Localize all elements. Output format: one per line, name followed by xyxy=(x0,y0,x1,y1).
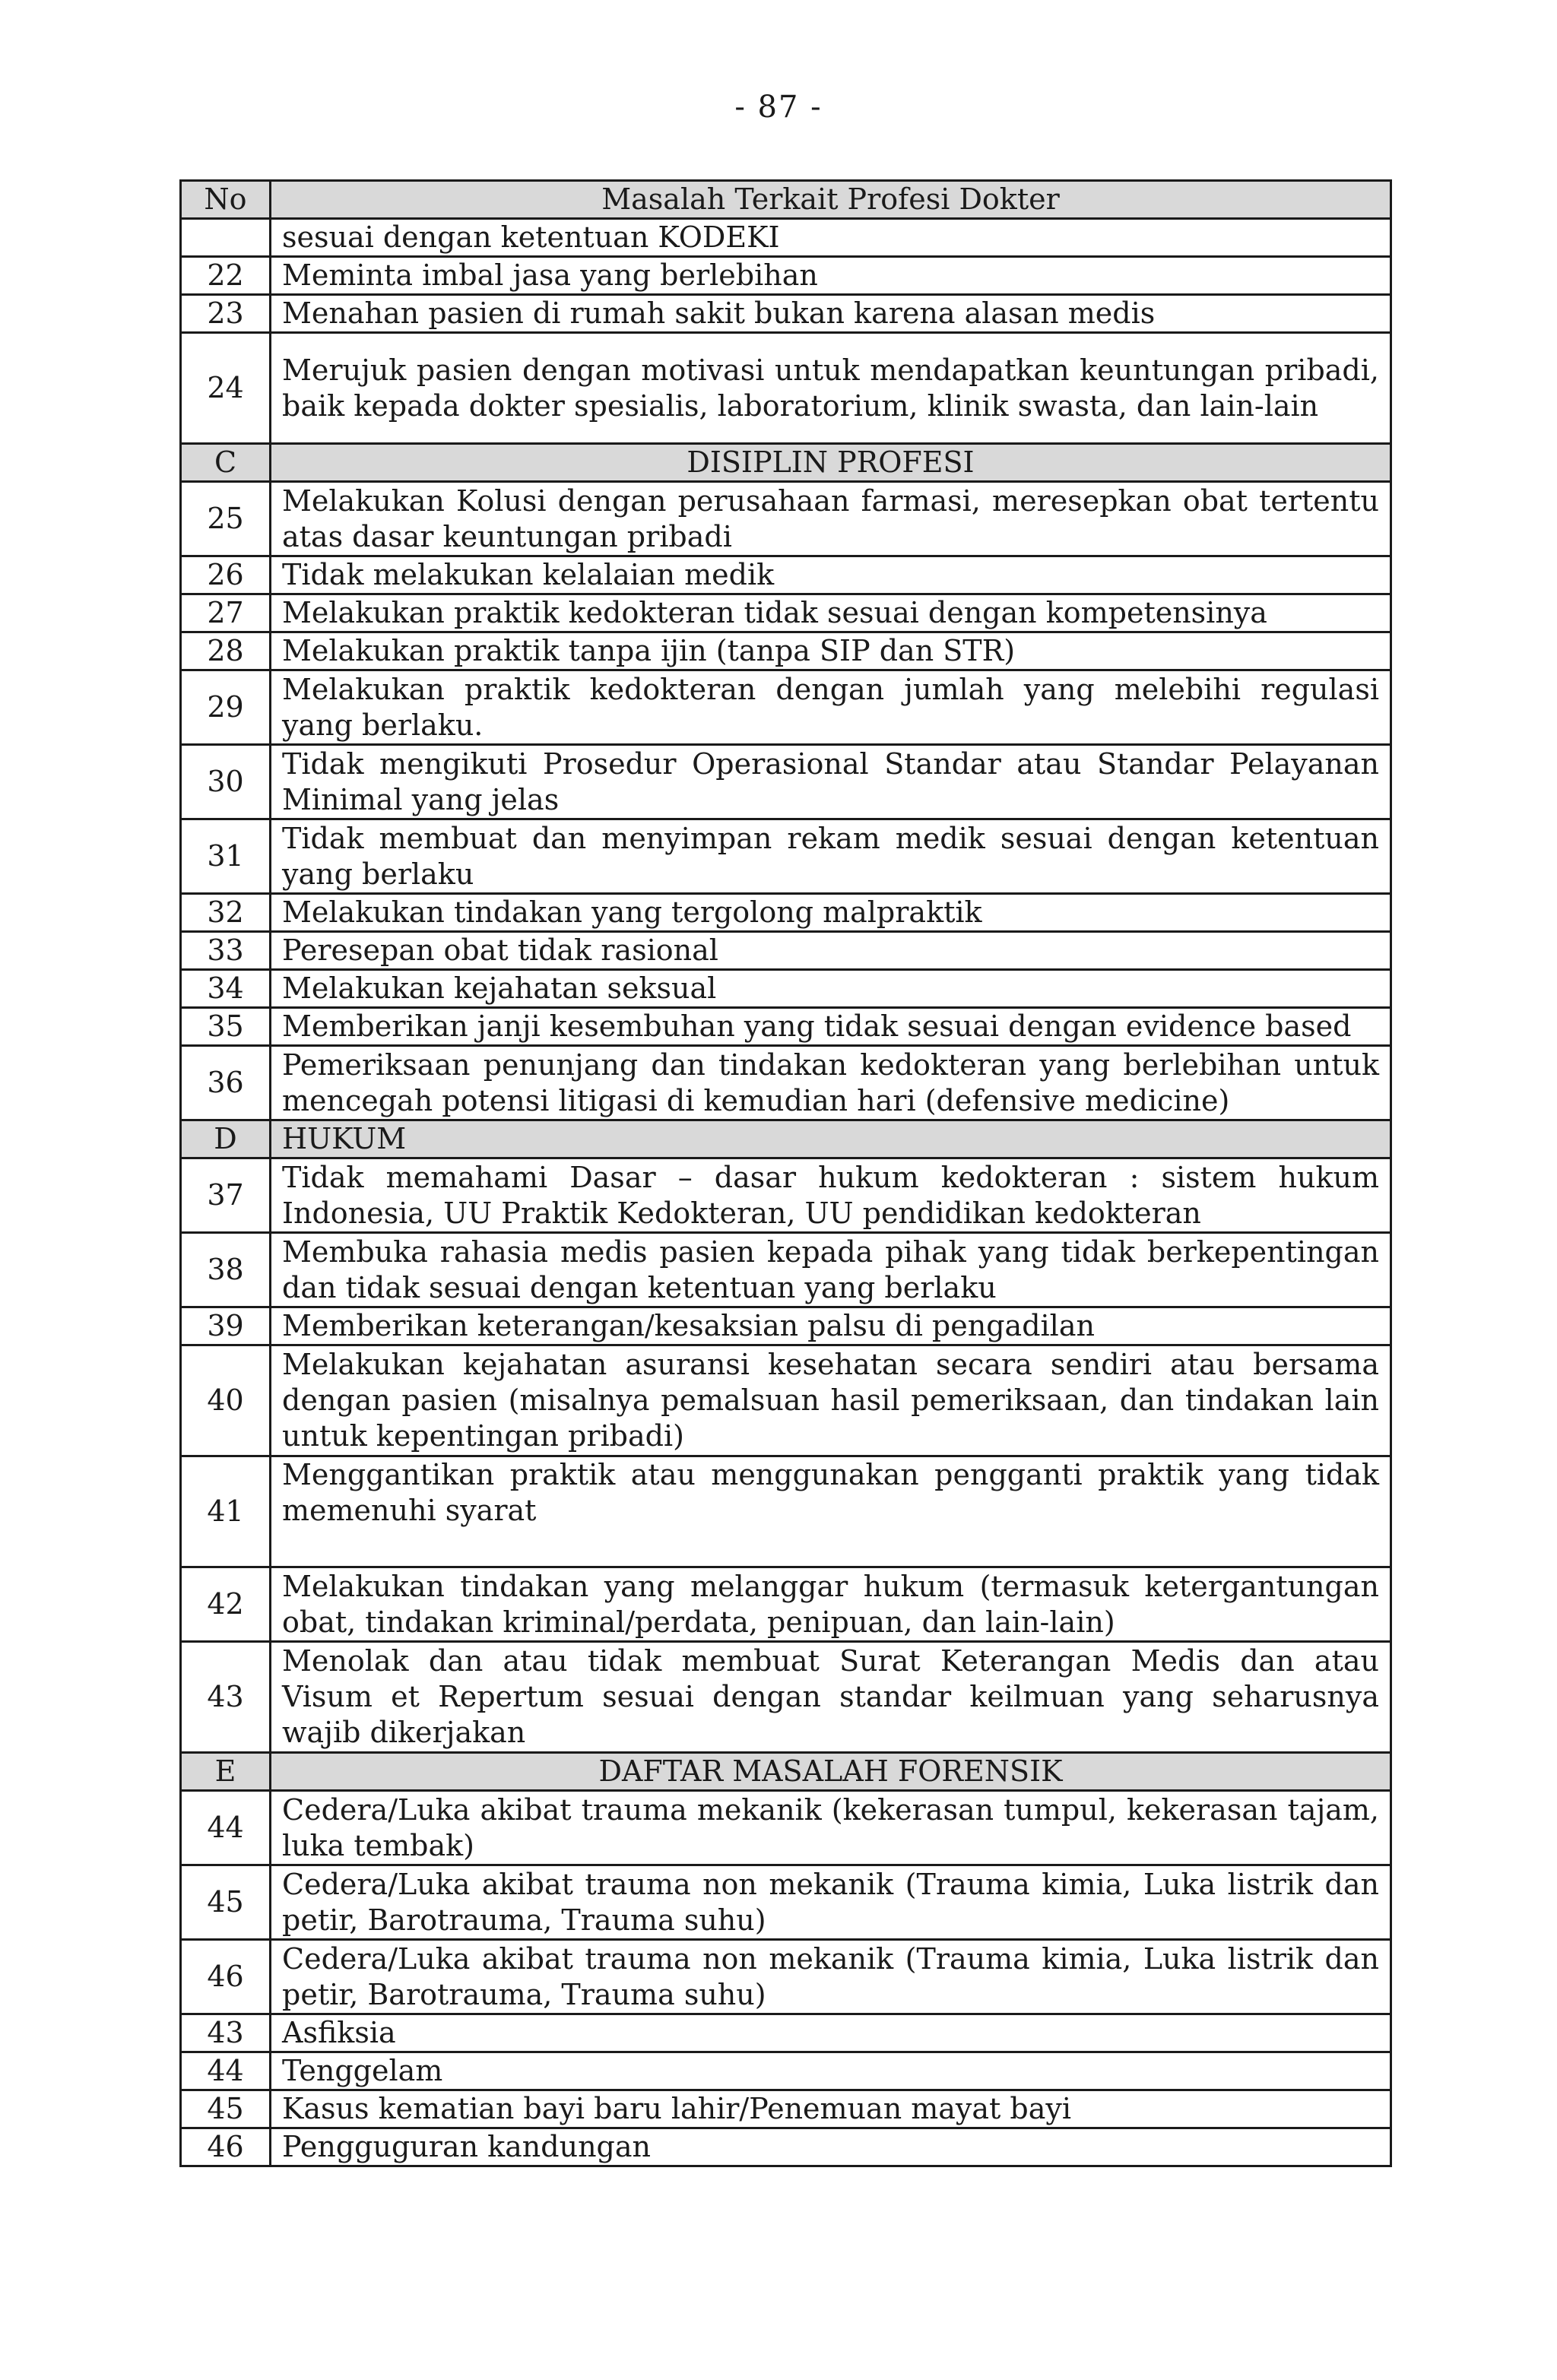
column-header-no: No xyxy=(181,181,271,219)
row-number: 41 xyxy=(181,1456,271,1567)
row-text: Pemeriksaan penunjang dan tindakan kedokteran yang berlebihan untuk mencegah potensi litigasi di kemudian hari (defensive medicine) xyxy=(271,1046,1391,1120)
row-text: Melakukan tindakan yang melanggar hukum (termasuk ketergantungan obat, tindakan kriminal/perdata, penipuan, dan lain-lain) xyxy=(271,1567,1391,1642)
row-number: 30 xyxy=(181,745,271,819)
row-text: Melakukan Kolusi dengan perusahaan farmasi, meresepkan obat tertentu atas dasar keuntungan pribadi xyxy=(271,482,1391,556)
table-row xyxy=(181,970,1391,1008)
section-title: DAFTAR MASALAH FORENSIK xyxy=(271,1753,1391,1791)
row-number: 24 xyxy=(181,333,271,444)
table-row xyxy=(181,1008,1391,1046)
row-number: 33 xyxy=(181,932,271,970)
table-row xyxy=(181,257,1391,295)
section-title: HUKUM xyxy=(271,1120,1391,1158)
row-text: Meminta imbal jasa yang berlebihan xyxy=(271,257,1391,295)
row-text: Melakukan praktik kedokteran tidak sesuai dengan kompetensinya xyxy=(271,594,1391,632)
row-text: Memberikan janji kesembuhan yang tidak sesuai dengan evidence based xyxy=(271,1008,1391,1046)
row-text: sesuai dengan ketentuan KODEKI xyxy=(271,219,1391,257)
row-number: 37 xyxy=(181,1158,271,1233)
row-number: 39 xyxy=(181,1307,271,1345)
row-number: 27 xyxy=(181,594,271,632)
table-row xyxy=(181,295,1391,333)
table-row xyxy=(181,1345,1391,1456)
row-number: 28 xyxy=(181,632,271,670)
table-row xyxy=(181,632,1391,670)
row-text: Cedera/Luka akibat trauma mekanik (kekerasan tumpul, kekerasan tajam, luka tembak) xyxy=(271,1791,1391,1865)
row-text: Tenggelam xyxy=(271,2052,1391,2090)
table-row xyxy=(181,1865,1391,1940)
section-title: DISIPLIN PROFESI xyxy=(271,444,1391,482)
table-row xyxy=(181,1567,1391,1642)
row-text: Melakukan praktik tanpa ijin (tanpa SIP dan STR) xyxy=(271,632,1391,670)
row-text: Merujuk pasien dengan motivasi untuk mendapatkan keuntungan pribadi, baik kepada dokter spesialis, laboratorium, klinik swasta, dan lain-lain xyxy=(271,333,1391,444)
row-number: 44 xyxy=(181,1791,271,1865)
row-number: 35 xyxy=(181,1008,271,1046)
section-code: E xyxy=(181,1753,271,1791)
section-code: D xyxy=(181,1120,271,1158)
row-text: Menolak dan atau tidak membuat Surat Keterangan Medis dan atau Visum et Repertum sesuai dengan standar keilmuan yang seharusnya wajib dikerjakan xyxy=(271,1642,1391,1753)
section-code: C xyxy=(181,444,271,482)
section-row xyxy=(181,444,1391,482)
table-row xyxy=(181,932,1391,970)
row-number: 46 xyxy=(181,1940,271,2014)
table-row xyxy=(181,594,1391,632)
row-number: 26 xyxy=(181,556,271,594)
table-row xyxy=(181,745,1391,819)
table-row xyxy=(181,819,1391,894)
row-number: 46 xyxy=(181,2128,271,2166)
table-row xyxy=(181,894,1391,932)
row-text: Tidak melakukan kelalaian medik xyxy=(271,556,1391,594)
table-row xyxy=(181,1046,1391,1120)
table-row xyxy=(181,2128,1391,2166)
row-text: Pengguguran kandungan xyxy=(271,2128,1391,2166)
table-row xyxy=(181,2052,1391,2090)
problem-table xyxy=(179,179,1392,2167)
table-header-row xyxy=(181,181,1391,219)
row-text: Cedera/Luka akibat trauma non mekanik (Trauma kimia, Luka listrik dan petir, Barotrauma, Trauma suhu) xyxy=(271,1940,1391,2014)
section-row xyxy=(181,1753,1391,1791)
table-row xyxy=(181,333,1391,444)
row-text: Asfiksia xyxy=(271,2014,1391,2052)
section-row xyxy=(181,1120,1391,1158)
table-row xyxy=(181,1642,1391,1753)
row-text: Membuka rahasia medis pasien kepada pihak yang tidak berkepentingan dan tidak sesuai dengan ketentuan yang berlaku xyxy=(271,1233,1391,1307)
table-row xyxy=(181,1940,1391,2014)
row-text: Tidak memahami Dasar – dasar hukum kedokteran : sistem hukum Indonesia, UU Praktik Kedokteran, UU pendidikan kedokteran xyxy=(271,1158,1391,1233)
row-number: 22 xyxy=(181,257,271,295)
row-number: 23 xyxy=(181,295,271,333)
row-number: 45 xyxy=(181,1865,271,1940)
row-number: 38 xyxy=(181,1233,271,1307)
row-number: 40 xyxy=(181,1345,271,1456)
table-row xyxy=(181,482,1391,556)
table-row xyxy=(181,1233,1391,1307)
row-text: Peresepan obat tidak rasional xyxy=(271,932,1391,970)
row-number: 44 xyxy=(181,2052,271,2090)
row-number: 45 xyxy=(181,2090,271,2128)
row-number: 43 xyxy=(181,2014,271,2052)
table-row xyxy=(181,670,1391,745)
row-text: Menggantikan praktik atau menggunakan pengganti praktik yang tidak memenuhi syarat xyxy=(271,1456,1391,1567)
row-number xyxy=(181,219,271,257)
row-text: Melakukan tindakan yang tergolong malpraktik xyxy=(271,894,1391,932)
row-text: Melakukan kejahatan seksual xyxy=(271,970,1391,1008)
row-number: 36 xyxy=(181,1046,271,1120)
table-row xyxy=(181,2090,1391,2128)
table-row xyxy=(181,1456,1391,1567)
table-row xyxy=(181,1791,1391,1865)
row-number: 42 xyxy=(181,1567,271,1642)
row-number: 29 xyxy=(181,670,271,745)
row-text: Kasus kematian bayi baru lahir/Penemuan mayat bayi xyxy=(271,2090,1391,2128)
row-number: 25 xyxy=(181,482,271,556)
table-row xyxy=(181,1307,1391,1345)
row-text: Tidak mengikuti Prosedur Operasional Standar atau Standar Pelayanan Minimal yang jelas xyxy=(271,745,1391,819)
table-row xyxy=(181,2014,1391,2052)
row-text: Melakukan praktik kedokteran dengan jumlah yang melebihi regulasi yang berlaku. xyxy=(271,670,1391,745)
row-text: Tidak membuat dan menyimpan rekam medik sesuai dengan ketentuan yang berlaku xyxy=(271,819,1391,894)
row-text: Memberikan keterangan/kesaksian palsu di pengadilan xyxy=(271,1307,1391,1345)
page-number: - 87 - xyxy=(734,90,823,125)
table-row xyxy=(181,219,1391,257)
row-number: 43 xyxy=(181,1642,271,1753)
table-row xyxy=(181,1158,1391,1233)
row-text: Melakukan kejahatan asuransi kesehatan secara sendiri atau bersama dengan pasien (misalnya pemalsuan hasil pemeriksaan, dan tindakan lain untuk kepentingan pribadi) xyxy=(271,1345,1391,1456)
row-text: Menahan pasien di rumah sakit bukan karena alasan medis xyxy=(271,295,1391,333)
row-text: Cedera/Luka akibat trauma non mekanik (Trauma kimia, Luka listrik dan petir, Barotrauma, Trauma suhu) xyxy=(271,1865,1391,1940)
row-number: 34 xyxy=(181,970,271,1008)
table-row xyxy=(181,556,1391,594)
row-number: 31 xyxy=(181,819,271,894)
table-body xyxy=(181,219,1391,2166)
row-number: 32 xyxy=(181,894,271,932)
column-header-issue: Masalah Terkait Profesi Dokter xyxy=(271,181,1391,219)
